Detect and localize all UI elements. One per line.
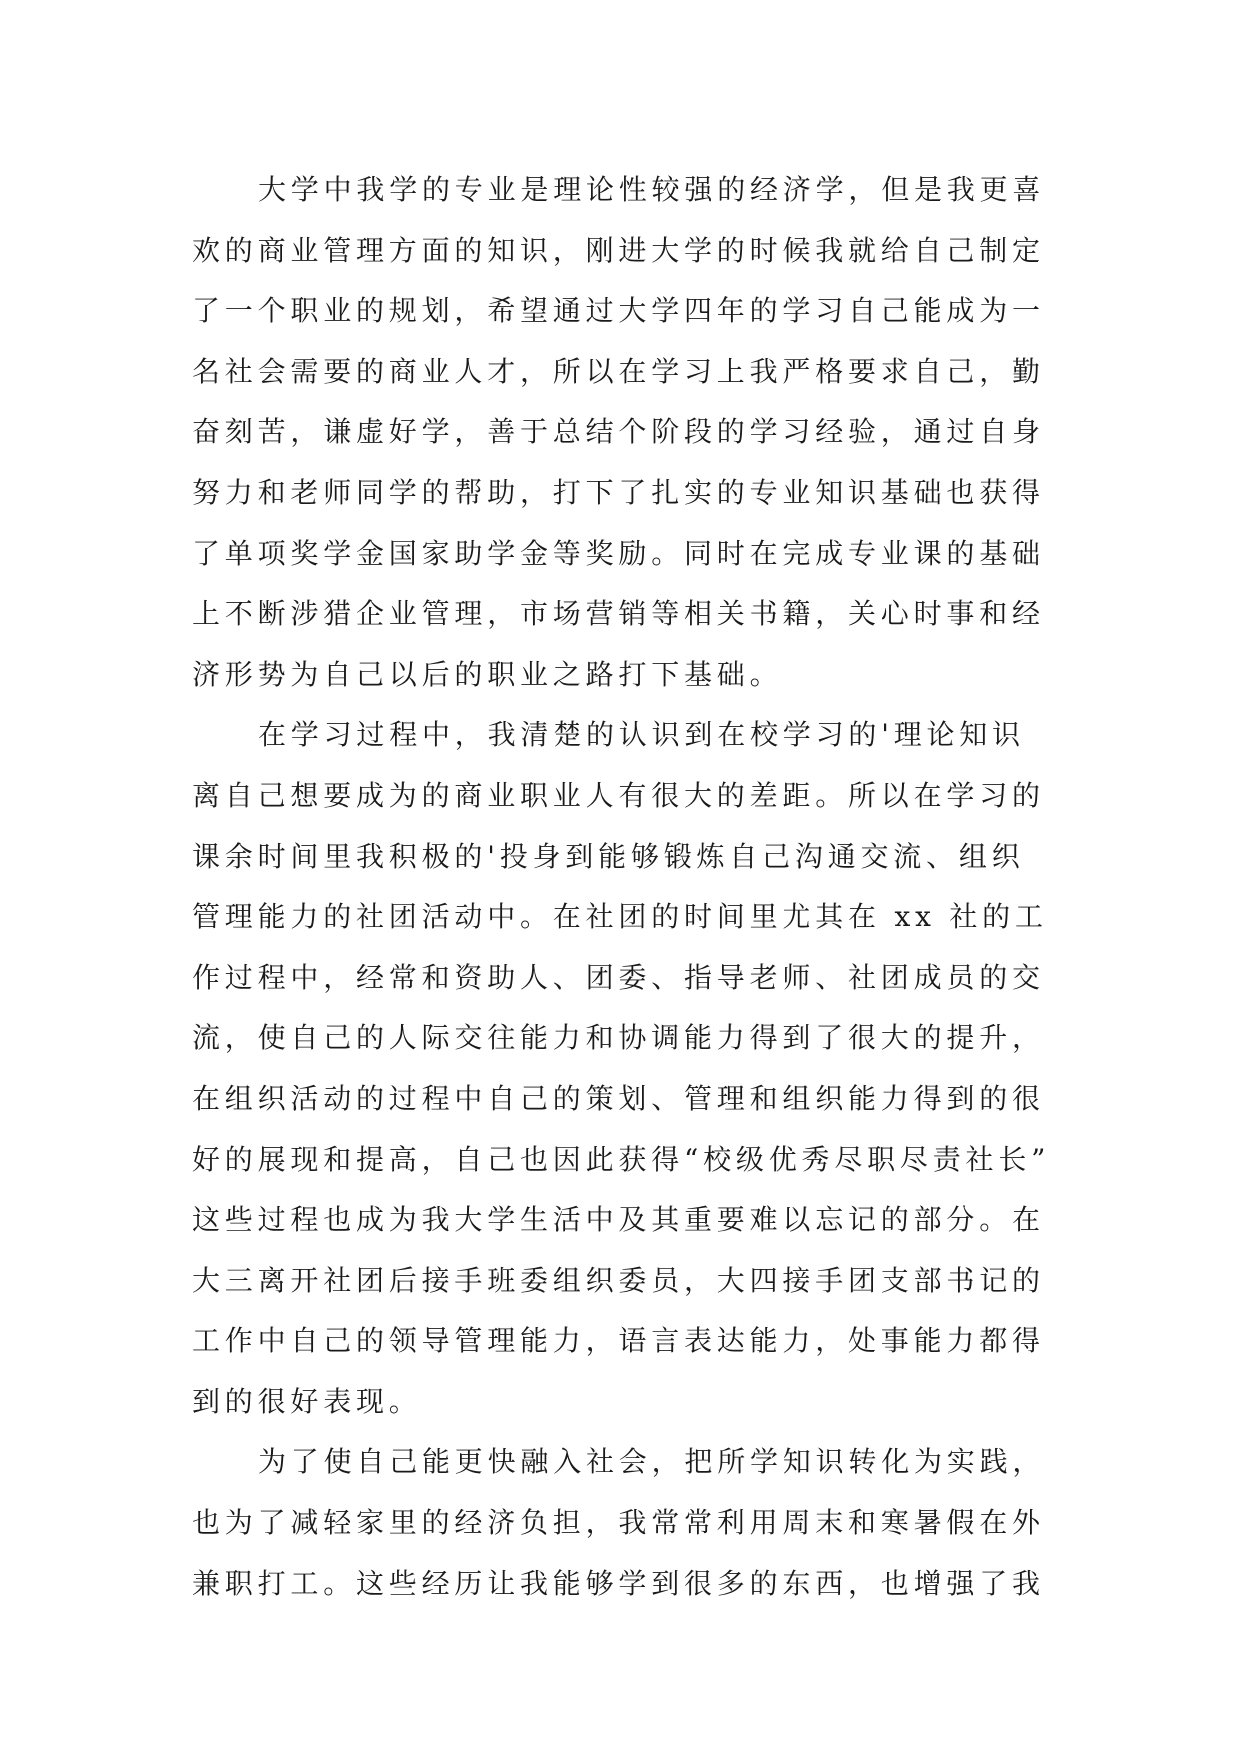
text-line: 到的很好表现。 — [192, 1384, 422, 1418]
text-line: 好的展现和提高，自己也因此获得“校级优秀尽职尽责社长” — [192, 1142, 1051, 1176]
text-line: 也为了减轻家里的经济负担，我常常利用周末和寒暑假在外 — [192, 1506, 1045, 1540]
text-line: 在学习过程中，我清楚的认识到在校学习的'理论知识 — [258, 718, 1025, 752]
text-line: 济形势为自己以后的职业之路打下基础。 — [192, 657, 783, 691]
text-line: 名社会需要的商业人才，所以在学习上我严格要求自己，勤 — [192, 354, 1045, 388]
text-line: 了单项奖学金国家助学金等奖励。同时在完成专业课的基础 — [192, 536, 1045, 570]
text-line: 离自己想要成为的商业职业人有很大的差距。所以在学习的 — [192, 778, 1045, 812]
text-line: 大三离开社团后接手班委组织委员，大四接手团支部书记的 — [192, 1263, 1045, 1297]
text-line: 欢的商业管理方面的知识，刚进大学的时候我就给自己制定 — [192, 233, 1045, 267]
text-line: 在组织活动的过程中自己的策划、管理和组织能力得到的很 — [192, 1081, 1045, 1115]
text-line: 奋刻苦，谦虚好学，善于总结个阶段的学习经验，通过自身 — [192, 415, 1045, 449]
text-line: 上不断涉猎企业管理，市场营销等相关书籍，关心时事和经 — [192, 597, 1045, 631]
text-line: 管理能力的社团活动中。在社团的时间里尤其在 xx 社的工 — [192, 900, 1048, 934]
document-body — [192, 160, 1052, 1614]
text-line: 大学中我学的专业是理论性较强的经济学，但是我更喜 — [258, 173, 1046, 206]
paragraph-1 — [192, 160, 1052, 705]
text-line: 课余时间里我积极的'投身到能够锻炼自己沟通交流、组织 — [192, 839, 1025, 873]
paragraph-3 — [192, 1432, 1052, 1614]
text-line: 作过程中，经常和资助人、团委、指导老师、社团成员的交 — [192, 960, 1045, 994]
text-line: 努力和老师同学的帮助，打下了扎实的专业知识基础也获得 — [192, 475, 1045, 509]
text-line: 为了使自己能更快融入社会，把所学知识转化为实践， — [258, 1445, 1046, 1479]
text-line: 工作中自己的领导管理能力，语言表达能力，处事能力都得 — [192, 1324, 1045, 1358]
text-line: 了一个职业的规划，希望通过大学四年的学习自己能成为一 — [192, 294, 1045, 328]
text-line: 流，使自己的人际交往能力和协调能力得到了很大的提升， — [192, 1021, 1045, 1055]
text-line: 兼职打工。这些经历让我能够学到很多的东西，也增强了我 — [192, 1566, 1045, 1600]
text-line: 这些过程也成为我大学生活中及其重要难以忘记的部分。在 — [192, 1203, 1045, 1237]
paragraph-2 — [192, 705, 1052, 1432]
